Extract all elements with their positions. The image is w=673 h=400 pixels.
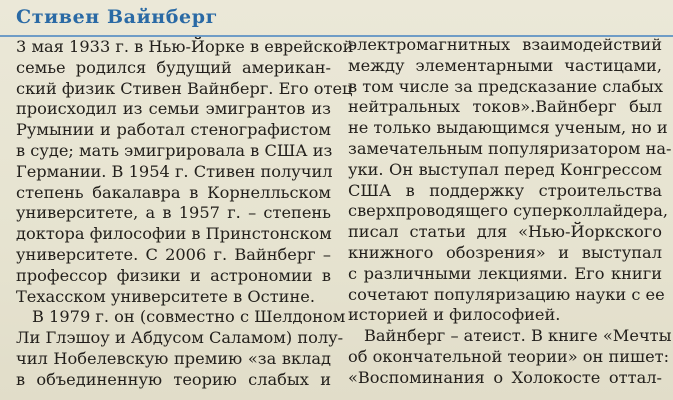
text-line: Ли Глэшоу и Абдусом Саламом) полу- (16, 328, 344, 348)
text-line: университете, а в 1957 г. – степень (16, 203, 331, 223)
text-line: с различными лекциями. Его книги (348, 263, 662, 283)
text-line: сочетают популяризацию науки с ее (348, 284, 665, 304)
text-line: 3 мая 1933 г. в Нью-Йорке в еврейской (16, 37, 354, 56)
text-line: в объединенную теорию слабых и (16, 369, 331, 389)
article-column-left (16, 37, 354, 391)
text-line: семье родился будущий американ- (16, 57, 331, 77)
text-line: в суде; мать эмигрировала в США из (16, 140, 333, 160)
text-line: чил Нобелевскую премию «за вклад (16, 348, 331, 368)
text-line: В 1979 г. он (совместно с Шелдоном (32, 307, 346, 327)
text-line: «Воспоминания о Холокосте оттал- (348, 367, 662, 387)
text-line: США в поддержку строительства (348, 180, 662, 200)
text-line: степень бакалавра в Корнелльском (16, 182, 331, 202)
text-line: Техасском университете в Остине. (16, 286, 315, 306)
text-line: электромагнитных взаимодействий (348, 35, 662, 54)
text-line: между элементарными частицами, (348, 55, 662, 75)
text-line: происходил из семьи эмигрантов из (16, 99, 331, 119)
text-line: доктора философии в Принстонском (16, 224, 332, 244)
text-line: книжного обозрения» и выступал (348, 242, 662, 262)
text-line: замечательным популяризатором на- (348, 138, 672, 158)
text-line: нейтральных токов».Вайнберг был (348, 97, 662, 117)
text-line: в том числе за предсказание слабых (348, 76, 663, 96)
text-line: университете. С 2006 г. Вайнберг – (16, 244, 331, 264)
text-line: писал статьи для «Нью-Йоркского (348, 222, 662, 242)
text-line: Вайнберг – атеист. В книге «Мечты (364, 326, 672, 346)
text-line: Румынии и работал стенографистом (16, 120, 331, 140)
text-line: историей и философией. (348, 305, 561, 325)
article-column-right (348, 35, 672, 389)
text-line: уки. Он выступал перед Конгрессом (348, 159, 662, 179)
text-line: об окончательной теории» он пишет: (348, 346, 670, 366)
article-title: Стивен Вайнберг (16, 6, 218, 28)
text-line: не только выдающимся ученым, но и (348, 118, 668, 138)
text-line: Германии. В 1954 г. Стивен получил (16, 161, 333, 181)
text-line: ский физик Стивен Вайнберг. Его отец (16, 78, 353, 98)
text-line: сверхпроводящего суперколлайдера, (348, 201, 669, 221)
text-line: профессор физики и астрономии в (16, 265, 331, 285)
